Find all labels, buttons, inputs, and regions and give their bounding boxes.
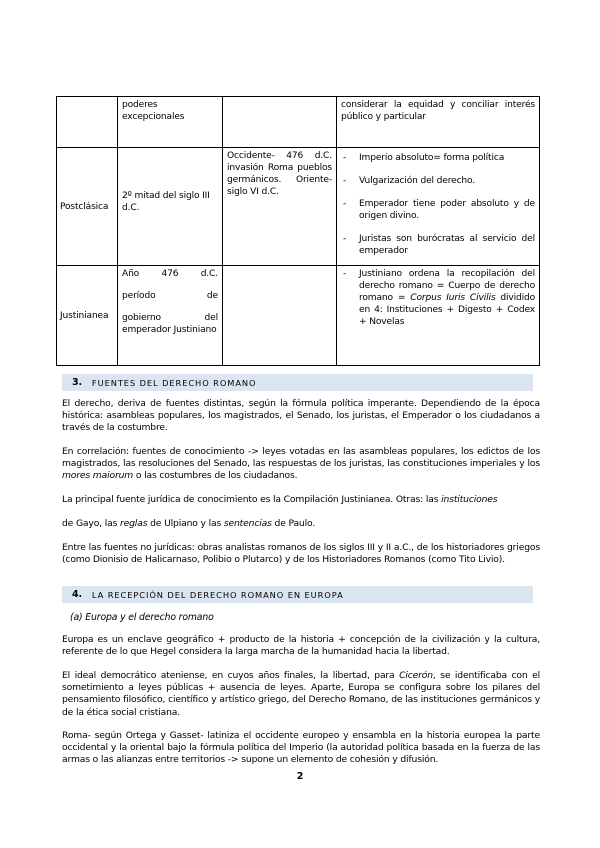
table-cell-era: Justinianea: [57, 266, 118, 366]
paragraph: Entre las fuentes no jurídicas: obras analistas romanos de los siglos III y II a.C., de los historiadores griegos (como Dionisio de Halicarnaso, Polibio o Plutarco) y de los Historiadores Romanos (como Tito Livio).: [62, 542, 540, 566]
section-number: 4.: [72, 589, 82, 600]
features-list: [341, 152, 535, 257]
paragraph: La principal fuente jurídica de conocimiento es la Compilación Justinianea. Otras: las instituciones: [62, 494, 498, 505]
paragraph: Roma- según Ortega y Gasset- latiniza el occidente europeo y ensambla en la historia europea la parte occidental y la oriental bajo la fórmula política del Imperio (la autoridad política basada en la fuerza de las armas o las alianzas entre territorios -> supone un elemento de cohesión y difusión.: [62, 730, 540, 766]
section-number: 3.: [72, 377, 82, 388]
history-table: [56, 96, 540, 366]
table-cell-period: poderes excepcionales: [118, 97, 223, 148]
section-3-heading: [62, 374, 533, 391]
section-title: LA RECEPCIÓN DEL DERECHO ROMANO EN EUROPA: [91, 589, 344, 600]
table-cell-features: considerar la equidad y conciliar interés público y particular: [337, 97, 540, 148]
table-cell-era: Postclásica: [57, 148, 118, 266]
paragraph: El ideal democrático ateniense, en cuyos años finales, la libertad, para Cicerón, se identificaba con el sometimiento a leyes públicas + ausencia de leyes. Aparte, Europa se configura sobre los pilares del pensamiento filosófico, científico y artístico griego, del Derecho Romano, de las instituciones germánicos y de la ética social cristiana.: [62, 670, 540, 718]
paragraph: Europa es un enclave geográfico + producto de la historia + concepción de la civilización y la cultura, referente de lo que Hegel considera la larga marcha de la humanidad hacia la libertad.: [62, 634, 540, 658]
list-item: - Juristas son burócratas al servicio del emperador: [341, 233, 535, 257]
paragraph: En correlación: fuentes de conocimiento -> leyes votadas en las asambleas populares, los edictos de los magistrados, las resoluciones del Senado, las respuestas de los juristas, las constituciones imperiales y los mores maiorum o las costumbres de los ciudadanos.: [62, 446, 540, 482]
features-list: [341, 268, 535, 328]
table-row: [57, 266, 540, 366]
table-cell-period: Año 476 d.C. período de gobierno del emperador Justiniano: [118, 266, 223, 366]
table-cell-era: [57, 97, 118, 148]
list-item: - Imperio absoluto= forma política: [341, 152, 535, 164]
table-cell-events: [223, 97, 337, 148]
table-cell-period: 2º mitad del siglo III d.C.: [118, 148, 223, 266]
section-4-heading: [62, 586, 533, 603]
page-number: 2: [296, 771, 304, 782]
paragraph: El derecho, deriva de fuentes distintas, según la fórmula política imperante. Dependiendo de la época histórica: asambleas populares, los magistrados, el Senado, los juristas, el Emperador o los ciudadanos a través de la costumbre.: [62, 398, 540, 434]
table-cell-features: [337, 148, 540, 266]
paragraph: de Gayo, las reglas de Ulpiano y las sentencias de Paulo.: [62, 518, 316, 529]
list-item: - Justiniano ordena la recopilación del derecho romano = Cuerpo de derecho romano = Corpus Iuris Civilis dividido en 4: Instituciones + Digesto + Codex + Novelas: [341, 268, 535, 328]
subsection-heading: (a) Europa y el derecho romano: [70, 612, 214, 623]
table-cell-features: [337, 266, 540, 366]
section-title: FUENTES DEL DERECHO ROMANO: [91, 377, 257, 388]
table-cell-events: [223, 266, 337, 366]
table-row: [57, 148, 540, 266]
list-item: - Vulgarización del derecho.: [341, 175, 535, 187]
table-row: [57, 97, 540, 148]
list-item: - Emperador tiene poder absoluto y de origen divino.: [341, 198, 535, 222]
table-cell-events: Occidente- 476 d.C. invasión Roma pueblos germánicos. Oriente- siglo VI d.C.: [223, 148, 337, 266]
